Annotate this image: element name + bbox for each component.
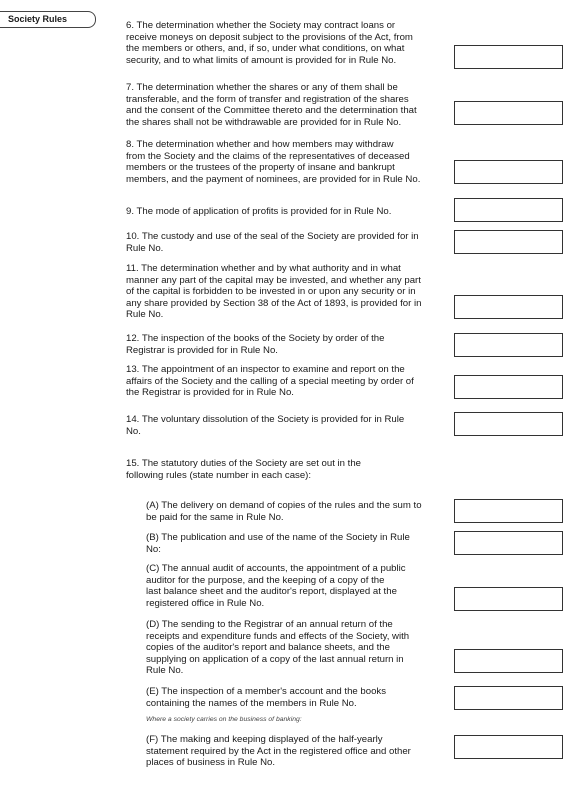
banking-note: Where a society carries on the business of banking:	[146, 716, 302, 723]
rule-item-11: 11. The determination whether and by what authority and in what manner any part of the capital may be invested, and whether any part of the capital is forbidden to be invested in or upon any security or in any share provided by Section 38 of the Act of 1893, is provided for in Rule No.	[126, 263, 422, 321]
rule-item-7: 7. The determination whether the shares or any of them shall be transferable, and the form of transfer and registration of the shares and the consent of the Committee thereto and the determination that the shares shall not be withdrawable are provided for in Rule No.	[126, 82, 417, 128]
rule-item-12: 12. The inspection of the books of the Society by order of the Registrar is provided for in Rule No.	[126, 333, 385, 356]
rule-number-field-7[interactable]	[454, 101, 563, 125]
rule-number-field-15c[interactable]	[454, 587, 563, 611]
rule-item-15d: (D) The sending to the Registrar of an annual return of the receipts and expenditure funds and effects of the Society, with copies of the auditor's report and balance sheets, and the supplying on application of a copy of the last annual return in Rule No.	[146, 619, 410, 677]
rule-item-15: 15. The statutory duties of the Society are set out in the following rules (state number in each case):	[126, 458, 362, 481]
rule-item-15a: (A) The delivery on demand of copies of the rules and the sum to be paid for the same in Rule No.	[146, 500, 422, 523]
rule-number-field-11[interactable]	[454, 295, 563, 319]
rule-number-field-15e[interactable]	[454, 686, 563, 710]
rule-number-field-8[interactable]	[454, 160, 563, 184]
rule-item-15f: (F) The making and keeping displayed of the half-yearly statement required by the Act in the registered office and other places of business in Rule No.	[146, 734, 411, 769]
rule-number-field-15d[interactable]	[454, 649, 563, 673]
rule-item-15b: (B) The publication and use of the name of the Society in Rule No:	[146, 532, 410, 555]
rule-number-field-15b[interactable]	[454, 531, 563, 555]
rule-number-field-15f[interactable]	[454, 735, 563, 759]
rule-number-field-6[interactable]	[454, 45, 563, 69]
rule-item-15e: (E) The inspection of a member's account and the books containing the names of the members in Rule No.	[146, 686, 387, 709]
rule-number-field-15a[interactable]	[454, 499, 563, 523]
rule-item-8: 8. The determination whether and how members may withdraw from the Society and the claims of the representatives of deceased members or the trustees of the property of insane and bankrupt members, and the payment of nominees, are provided for in Rule No.	[126, 139, 421, 185]
rule-item-9: 9. The mode of application of profits is provided for in Rule No.	[126, 206, 392, 217]
rule-number-field-10[interactable]	[454, 230, 563, 254]
rule-number-field-14[interactable]	[454, 412, 563, 436]
rule-item-10: 10. The custody and use of the seal of the Society are provided for in Rule No.	[126, 231, 419, 254]
rule-item-14: 14. The voluntary dissolution of the Society is provided for in Rule No.	[126, 414, 405, 437]
rule-item-15c: (C) The annual audit of accounts, the appointment of a public auditor for the purpose, and the keeping of a copy of the last balance sheet and the auditor's report, displayed at the registered office in Rule No.	[146, 563, 406, 609]
rule-number-field-13[interactable]	[454, 375, 563, 399]
rule-number-field-12[interactable]	[454, 333, 563, 357]
section-tab-society-rules: Society Rules	[0, 11, 96, 28]
rule-item-13: 13. The appointment of an inspector to examine and report on the affairs of the Society and the calling of a special meeting by order of the Registrar is provided for in Rule No.	[126, 364, 414, 399]
rule-item-6: 6. The determination whether the Society may contract loans or receive moneys on deposit subject to the provisions of the Act, from the members or others, and, if so, under what conditions, on what security, and to what limits of amount is provided for in Rule No.	[126, 20, 413, 66]
rule-number-field-9[interactable]	[454, 198, 563, 222]
